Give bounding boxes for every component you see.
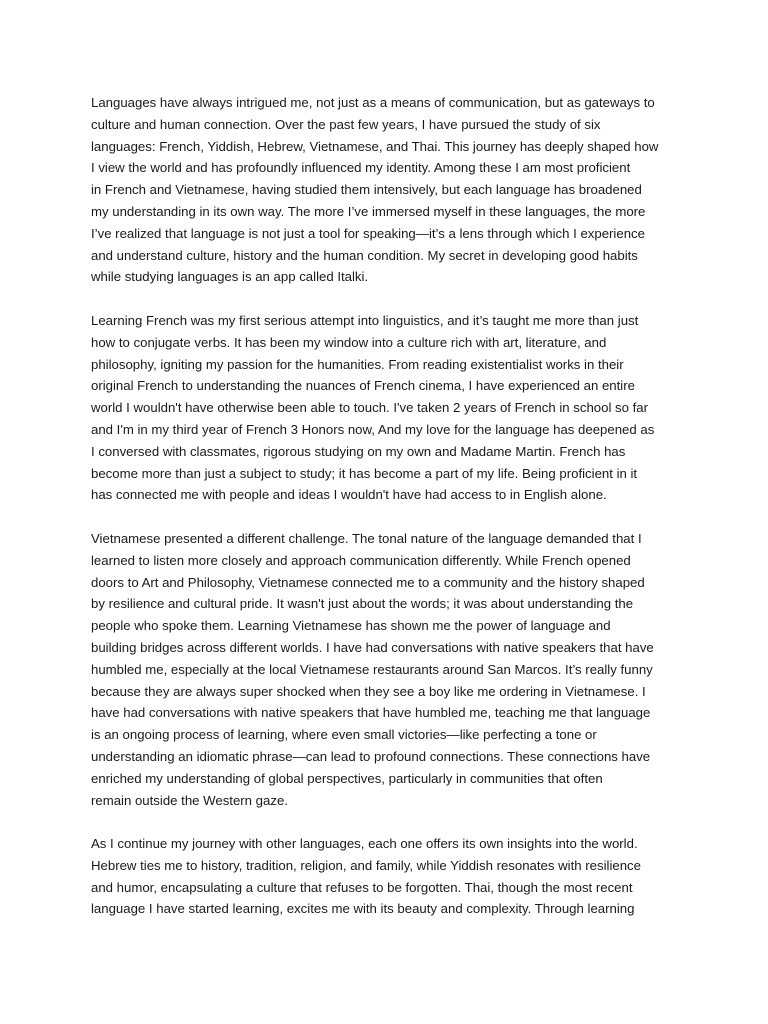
text-line: I’ve realized that language is not just a tool for speaking—it’s a lens through which I experience: [91, 225, 645, 241]
paragraph-2: [91, 310, 689, 506]
text-line: Learning French was my first serious attempt into linguistics, and it’s taught me more than just: [91, 312, 639, 328]
text-line: building bridges across different worlds. I have had conversations with native speakers that have: [91, 639, 654, 655]
text-line: humbled me, especially at the local Vietnamese restaurants around San Marcos. It’s really funny: [91, 661, 653, 677]
text-line: and I'm in my third year of French 3 Honors now, And my love for the language has deepened as: [91, 421, 655, 437]
text-line: As I continue my journey with other languages, each one offers its own insights into the world.: [91, 836, 638, 852]
text-line: doors to Art and Philosophy, Vietnamese connected me to a community and the history shaped: [91, 574, 645, 590]
text-line: has connected me with people and ideas I wouldn't have had access to in English alone.: [91, 487, 607, 503]
text-line: remain outside the Western gaze.: [91, 792, 288, 808]
text-line: have had conversations with native speakers that have humbled me, teaching me that language: [91, 705, 651, 721]
text-line: learned to listen more closely and approach communication differently. While French opened: [91, 552, 631, 568]
text-line: original French to understanding the nuances of French cinema, I have experienced an entire: [91, 378, 635, 394]
text-line: language I have started learning, excites me with its beauty and complexity. Through learning: [91, 901, 635, 917]
text-line: philosophy, igniting my passion for the humanities. From reading existentialist works in their: [91, 356, 624, 372]
document-body: [91, 92, 689, 942]
text-line: world I wouldn't have otherwise been able to touch. I've taken 2 years of French in school so far: [91, 400, 649, 416]
text-line: understanding an idiomatic phrase—can lead to profound connections. These connections have: [91, 748, 651, 764]
paragraph-1: [91, 92, 689, 288]
text-line: and humor, encapsulating a culture that refuses to be forgotten. Thai, though the most recent: [91, 879, 633, 895]
text-line: how to conjugate verbs. It has been my window into a culture rich with art, literature, and: [91, 334, 607, 350]
text-line: enriched my understanding of global perspectives, particularly in communities that often: [91, 770, 603, 786]
text-line: and understand culture, history and the human condition. My secret in developing good habits: [91, 247, 638, 263]
paragraph-4: [91, 833, 689, 920]
text-line: Hebrew ties me to history, tradition, religion, and family, while Yiddish resonates with resilience: [91, 857, 641, 873]
text-line: I conversed with classmates, rigorous studying on my own and Madame Martin. French has: [91, 443, 626, 459]
text-line: people who spoke them. Learning Vietnamese has shown me the power of language and: [91, 618, 611, 634]
text-line: my understanding in its own way. The more I’ve immersed myself in these languages, the more: [91, 203, 646, 219]
text-line: become more than just a subject to study; it has become a part of my life. Being proficient in it: [91, 465, 638, 481]
text-line: because they are always super shocked when they see a boy like me ordering in Vietnamese. I: [91, 683, 646, 699]
text-line: is an ongoing process of learning, where even small victories—like perfecting a tone or: [91, 727, 597, 743]
text-line: I view the world and has profoundly influenced my identity. Among these I am most proficient: [91, 160, 631, 176]
paragraph-3: [91, 528, 689, 811]
text-line: by resilience and cultural pride. It wasn't just about the words; it was about understanding the: [91, 596, 634, 612]
text-line: languages: French, Yiddish, Hebrew, Vietnamese, and Thai. This journey has deeply shaped how: [91, 138, 659, 154]
text-line: culture and human connection. Over the past few years, I have pursued the study of six: [91, 116, 601, 132]
text-line: while studying languages is an app called Italki.: [91, 269, 369, 285]
text-line: in French and Vietnamese, having studied them intensively, but each language has broadened: [91, 182, 642, 198]
text-line: Vietnamese presented a different challenge. The tonal nature of the language demanded that I: [91, 530, 642, 546]
text-line: Languages have always intrigued me, not just as a means of communication, but as gateways to: [91, 95, 655, 110]
